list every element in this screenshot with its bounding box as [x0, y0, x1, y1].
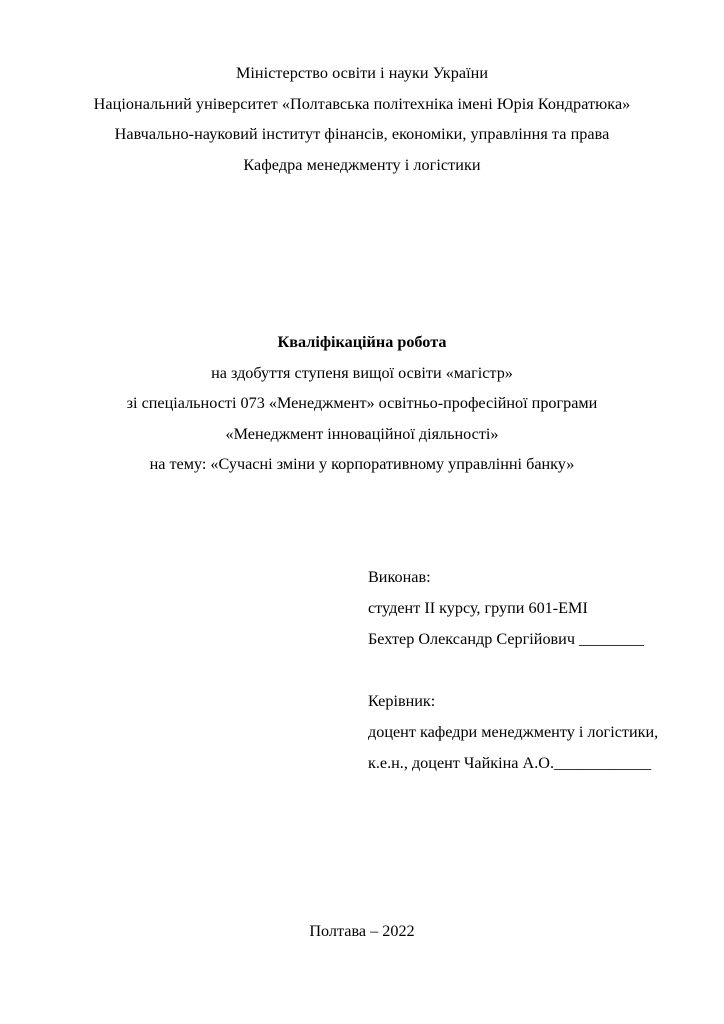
signatory-block: [368, 562, 698, 779]
title-line-topic: на тему: «Сучасні зміни у корпоративному управлінні банку»: [149, 455, 575, 473]
place-and-year: Полтава – 2022: [309, 922, 415, 940]
header-line-department: Кафедра менеджменту і логістики: [243, 155, 481, 174]
header-line-university: Національний університет «Полтавська політехніка імені Юрія Кондратюка»: [93, 94, 631, 113]
header-line-ministry: Міністерство освіти і науки України: [235, 64, 489, 82]
author-details: студент ІІ курсу, групи 601-ЕМІ: [368, 599, 588, 617]
title-line-degree: на здобуття ступеня вищої освіти «магістр»: [211, 363, 513, 382]
header-line-institute: Навчально-науковий інститут фінансів, економіки, управління та права: [114, 125, 610, 143]
title-line-program: «Менеджмент інноваційної діяльності»: [225, 424, 499, 443]
supervisor-name-signature: к.е.н., доцент Чайкіна А.О.____________: [368, 754, 652, 772]
footer: [0, 918, 724, 944]
thesis-title-block: [0, 327, 724, 480]
institution-header: [0, 58, 724, 180]
supervisor-group: [368, 686, 698, 779]
author-name-signature: Бехтер Олександр Сергійович ________: [368, 630, 644, 648]
title-line-specialty: зі спеціальності 073 «Менеджмент» освітньо-професійної програми: [126, 394, 598, 412]
author-group: [368, 562, 698, 655]
page-title: Кваліфікаційна робота: [277, 333, 447, 351]
supervisor-role-label: Керівник:: [368, 692, 436, 710]
supervisor-position: доцент кафедри менеджменту і логістики,: [368, 723, 659, 741]
author-role-label: Виконав:: [368, 568, 431, 586]
